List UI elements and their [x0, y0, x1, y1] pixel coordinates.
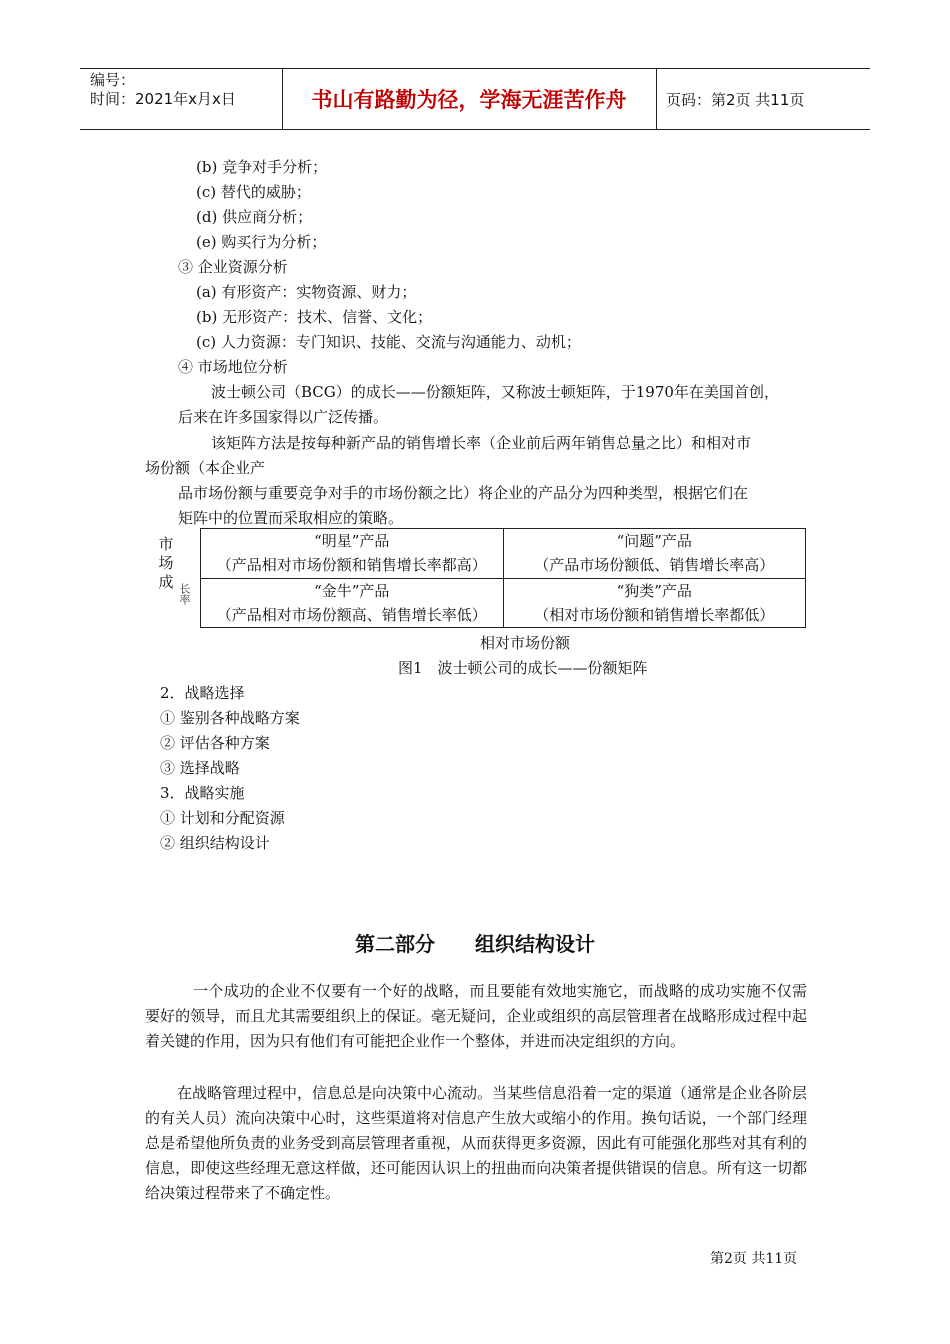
cell-desc: （相对市场份额和销售增长率都低） — [534, 605, 775, 624]
bcg-paragraph-line: 品市场份额与重要竞争对手的市场份额之比）将企业的产品分为四种类型，根据它们在 — [178, 484, 749, 502]
matrix-cell-question — [503, 529, 806, 579]
list-item: (a) 有形资产：实物资源、财力； — [196, 283, 417, 301]
header-divider — [656, 69, 657, 129]
heading-enterprise-resources: ③ 企业资源分析 — [178, 258, 288, 276]
matrix-cell-cashcow — [201, 578, 504, 628]
bcg-paragraph-line: 该矩阵方法是按每种新产品的销售增长率（企业前后两年销售总量之比）和相对市 — [211, 434, 752, 452]
bcg-paragraph-line: 后来在许多国家得以广泛传播。 — [178, 408, 389, 426]
body-paragraph: 一个成功的企业不仅要有一个好的战略，而且要能有效地实施它，而战略的成功实施不仅需要好的领导，而且尤其需要组织上的保证。毫无疑问，企业或组织的高层管理者在战略形成过程中起着关键的作用，因为只有他们有可能把企业作一个整体，并进而决定组织的方向。 — [145, 982, 807, 1050]
list-item: (c) 人力资源：专门知识、技能、交流与沟通能力、动机； — [196, 333, 581, 351]
list-item: ① 鉴别各种战略方案 — [160, 709, 300, 727]
page-footer: 第2页 共11页 — [710, 1251, 798, 1267]
date-label: 时间：2021年x月x日 — [90, 90, 236, 108]
header-page-number: 页码：第2页 共11页 — [666, 90, 805, 109]
list-item: ③ 选择战略 — [160, 759, 240, 777]
matrix-cell-dog — [503, 578, 806, 628]
list-item: ① 计划和分配资源 — [160, 809, 285, 827]
bcg-matrix — [200, 528, 806, 628]
matrix-y-axis-small: 长率 — [178, 583, 191, 605]
section-title: 第二部分 组织结构设计 — [355, 932, 595, 956]
number-label: 编号： — [90, 71, 136, 89]
header-motto: 书山有路勤为径，学海无涯苦作舟 — [311, 88, 627, 112]
bcg-paragraph-line: 场份额（本企业产 — [145, 459, 266, 477]
matrix-y-axis-label: 市场成 — [158, 535, 174, 591]
cell-title: “金牛”产品 — [314, 581, 390, 600]
matrix-cell-star — [201, 529, 504, 579]
list-item: 3．战略实施 — [160, 784, 245, 802]
body-paragraph: 在战略管理过程中，信息总是向决策中心流动。当某些信息沿着一定的渠道（通常是企业各阶层的有关人员）流向决策中心时，这些渠道将对信息产生放大或缩小的作用。换句话说，一个部门经理总是希望他所负责的业务受到高层管理者重视，从而获得更多资源，因此有可能强化那些对其有利的信息，即使这些经理无意这样做，还可能因认识上的扭曲而向决策者提供错误的信息。所有这一切都给决策过程带来了不确定性。 — [145, 1084, 808, 1202]
cell-desc: （产品市场份额低、销售增长率高） — [534, 556, 775, 575]
list-item: (d) 供应商分析； — [196, 208, 313, 226]
list-item: (b) 竞争对手分析； — [196, 158, 328, 176]
matrix-x-axis-label: 相对市场份额 — [480, 634, 571, 652]
cell-desc: （产品相对市场份额和销售增长率都高） — [216, 556, 487, 575]
list-item: (b) 无形资产：技术、信誉、文化； — [196, 308, 433, 326]
header-meta — [90, 71, 236, 109]
list-item: (e) 购买行为分析； — [196, 233, 327, 251]
bcg-paragraph-line: 波士顿公司（BCG）的成长——份额矩阵，又称波士顿矩阵，于1970年在美国首创， — [211, 383, 779, 401]
cell-title: “狗类”产品 — [616, 581, 692, 600]
list-item: ② 评估各种方案 — [160, 734, 270, 752]
cell-title: “问题”产品 — [616, 532, 692, 551]
page-header — [80, 68, 870, 130]
figure-caption: 图1 波士顿公司的成长——份额矩阵 — [398, 659, 648, 677]
heading-market-position: ④ 市场地位分析 — [178, 358, 288, 376]
bcg-paragraph-line: 矩阵中的位置而采取相应的策略。 — [178, 509, 404, 527]
list-item: (c) 替代的威胁； — [196, 183, 311, 201]
cell-desc: （产品相对市场份额高、销售增长率低） — [216, 605, 487, 624]
list-item: 2．战略选择 — [160, 684, 245, 702]
cell-title: “明星”产品 — [314, 532, 390, 551]
list-item: ② 组织结构设计 — [160, 834, 270, 852]
